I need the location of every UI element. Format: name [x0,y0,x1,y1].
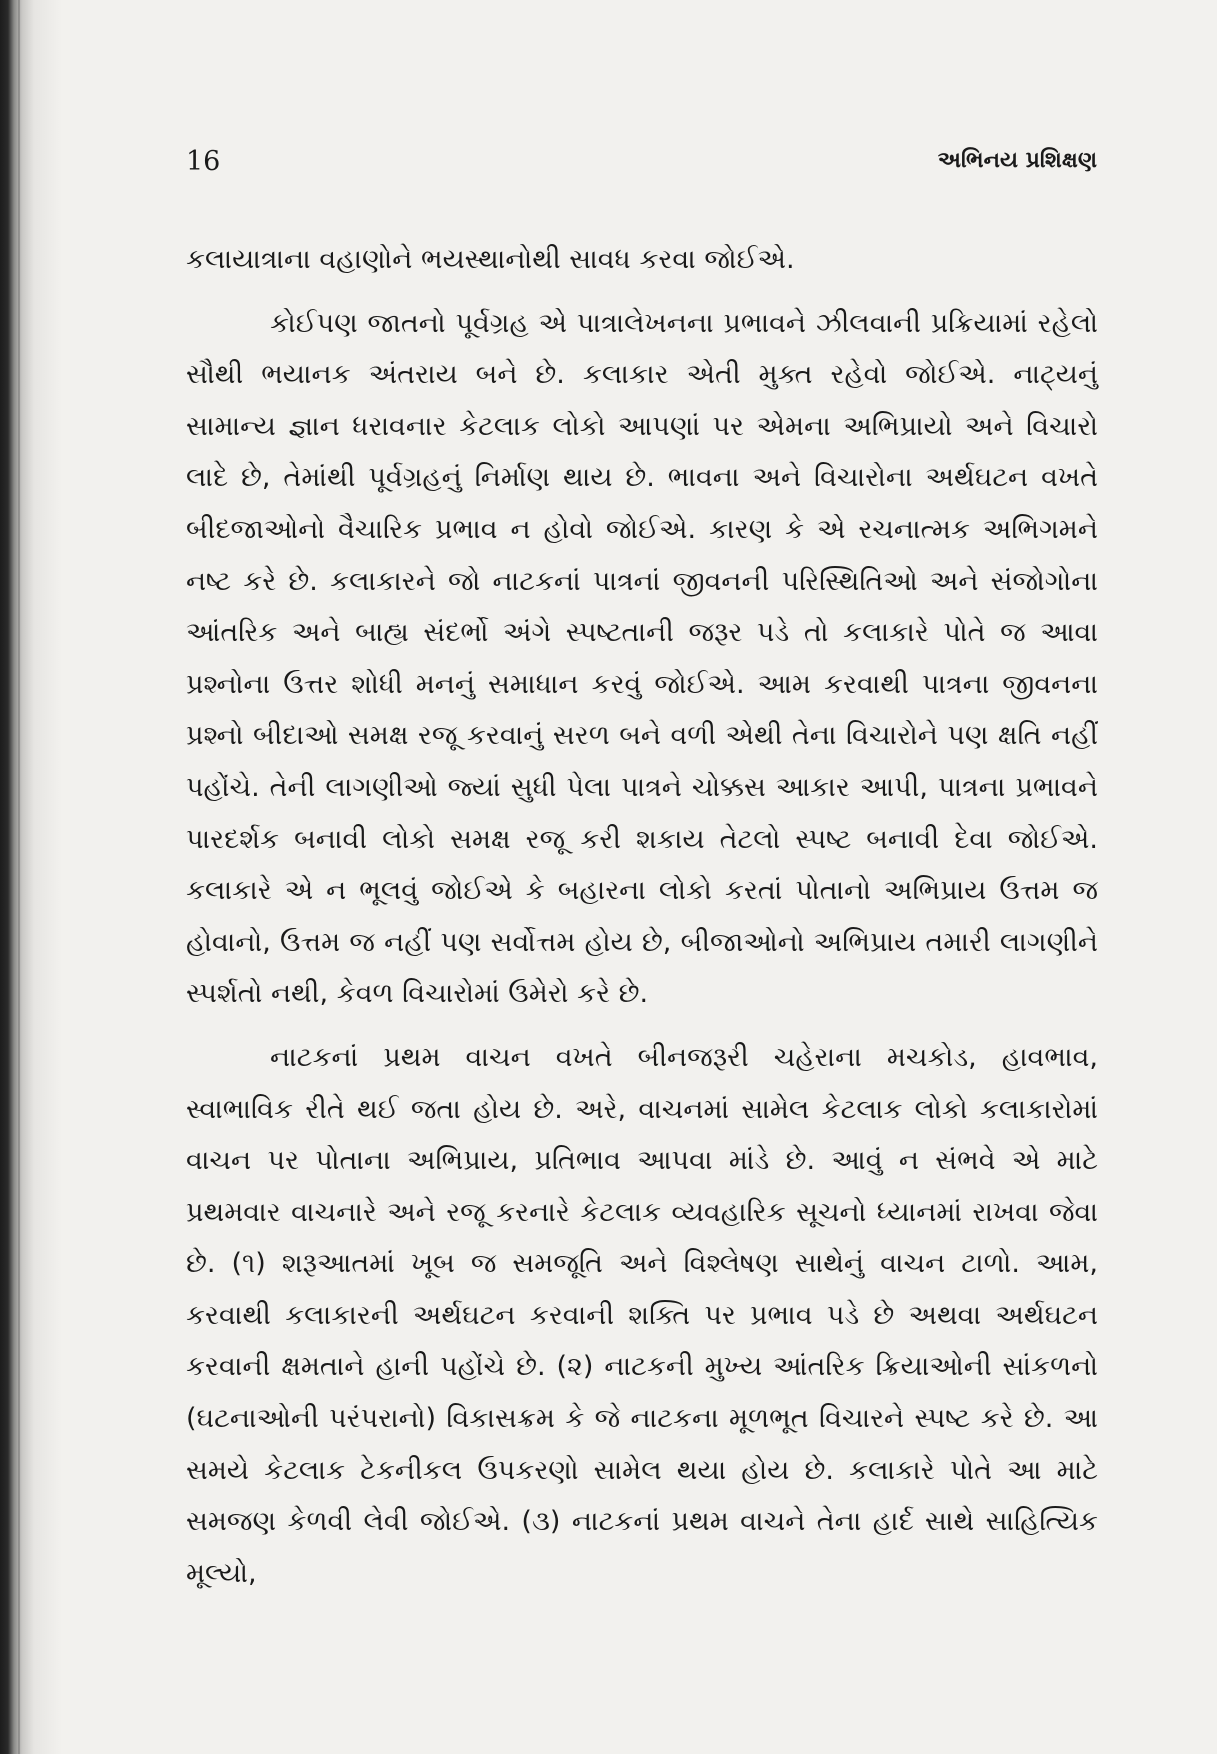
page-number: 16 [186,146,221,177]
paragraph-2: કોઈપણ જાતનો પૂર્વગ્રહ એ પાત્રાલેખનના પ્રભાવને ઝીલવાની પ્રક્રિયામાં રહેલો સૌથી ભયાનક અંતરાય બને છે. કલાકાર એતી મુક્ત રહેવો જોઈએ. નાટ્યનું સામાન્ય જ્ઞાન ધરાવનાર કેટલાક લોકો આપણાં પર એમના અભિપ્રાયો અને વિચારો લાદે છે, તેમાંથી પૂર્વગ્રહનું નિર્માણ થાય છે. ભાવના અને વિચારોના અર્થઘટન વખતે બીદજાઓનો વૈચારિક પ્રભાવ ન હોવો જોઈએ. કારણ કે એ રચનાત્મક અભિગમને નષ્ટ કરે છે. કલાકારને જો નાટકનાં પાત્રનાં જીવનની પરિસ્થિતિઓ અને સંજોગોના આંતરિક અને બાહ્ય સંદર્ભો અંગે સ્પષ્ટતાની જરૂર પડે તો કલાકારે પોતે જ આવા પ્રશ્નોના ઉત્તર શોધી મનનું સમાધાન કરવું જોઈએ. આમ કરવાથી પાત્રના જીવનના પ્રશ્નો બીદાઓ સમક્ષ રજૂ કરવાનું સરળ બને વળી એથી તેના વિચારોને પણ ક્ષતિ નહીં પહોંચે. તેની લાગણીઓ જ્યાં સુધી પેલા પાત્રને ચોક્કસ આકાર આપી, પાત્રના પ્રભાવને પારદર્શક બનાવી લોકો સમક્ષ રજૂ કરી શકાય તેટલો સ્પષ્ટ બનાવી દેવા જોઈએ. કલાકારે એ ન ભૂલવું જોઈએ કે બહારના લોકો કરતાં પોતાનો અભિપ્રાય ઉત્તમ જ હોવાનો, ઉત્તમ જ નહીં પણ સર્વોત્તમ હોય છે, બીજાઓનો અભિપ્રાય તમારી લાગણીને સ્પર્શતો નથી, કેવળ વિચારોમાં ઉમેરો કરે છે. [186,307,1098,1010]
paragraph-1: કલાયાત્રાના વહાણોને ભયસ્થાનોથી સાવધ કરવા જોઈએ. [186,244,795,275]
book-spine-shadow [0,0,62,1754]
body-text [186,234,1098,1611]
paragraph-3: નાટકનાં પ્રથમ વાચન વખતે બીનજરૂરી ચહેરાના મચકોડ, હાવભાવ, સ્વાભાવિક રીતે થઈ જતા હોય છે. અરે, વાચનમાં સામેલ કેટલાક લોકો કલાકારોમાં વાચન પર પોતાના અભિપ્રાય, પ્રતિભાવ આપવા માંડે છે. આવું ન સંભવે એ માટે પ્રથમવાર વાચનારે અને રજૂ કરનારે કેટલાક વ્યવહારિક સૂચનો ધ્યાનમાં રાખવા જેવા છે. (૧) શરૂઆતમાં ખૂબ જ સમજૂતિ અને વિશ્લેષણ સાથેનું વાચન ટાળો. આમ, કરવાથી કલાકારની અર્થઘટન કરવાની શક્તિ પર પ્રભાવ પડે છે અથવા અર્થઘટન કરવાની ક્ષમતાને હાની પહોંચે છે. (૨) નાટકની મુખ્ય આંતરિક ક્રિયાઓની સાંકળનો (ઘટનાઓની પરંપરાનો) વિકાસક્રમ કે જે નાટકના મૂળભૂત વિચારને સ્પષ્ટ કરે છે. આ સમયે કેટલાક ટેકનીકલ ઉપકરણો સામેલ થયા હોય છે. કલાકારે પોતે આ માટે સમજણ કેળવી લેવી જોઈએ. (૩) નાટકનાં પ્રથમ વાચને તેના હાર્દ સાથે સાહિત્યિક મૂલ્યો, [186,1041,1098,1589]
running-title: અભિનય પ્રશિક્ષણ [937,148,1097,173]
page-header [186,146,1097,186]
